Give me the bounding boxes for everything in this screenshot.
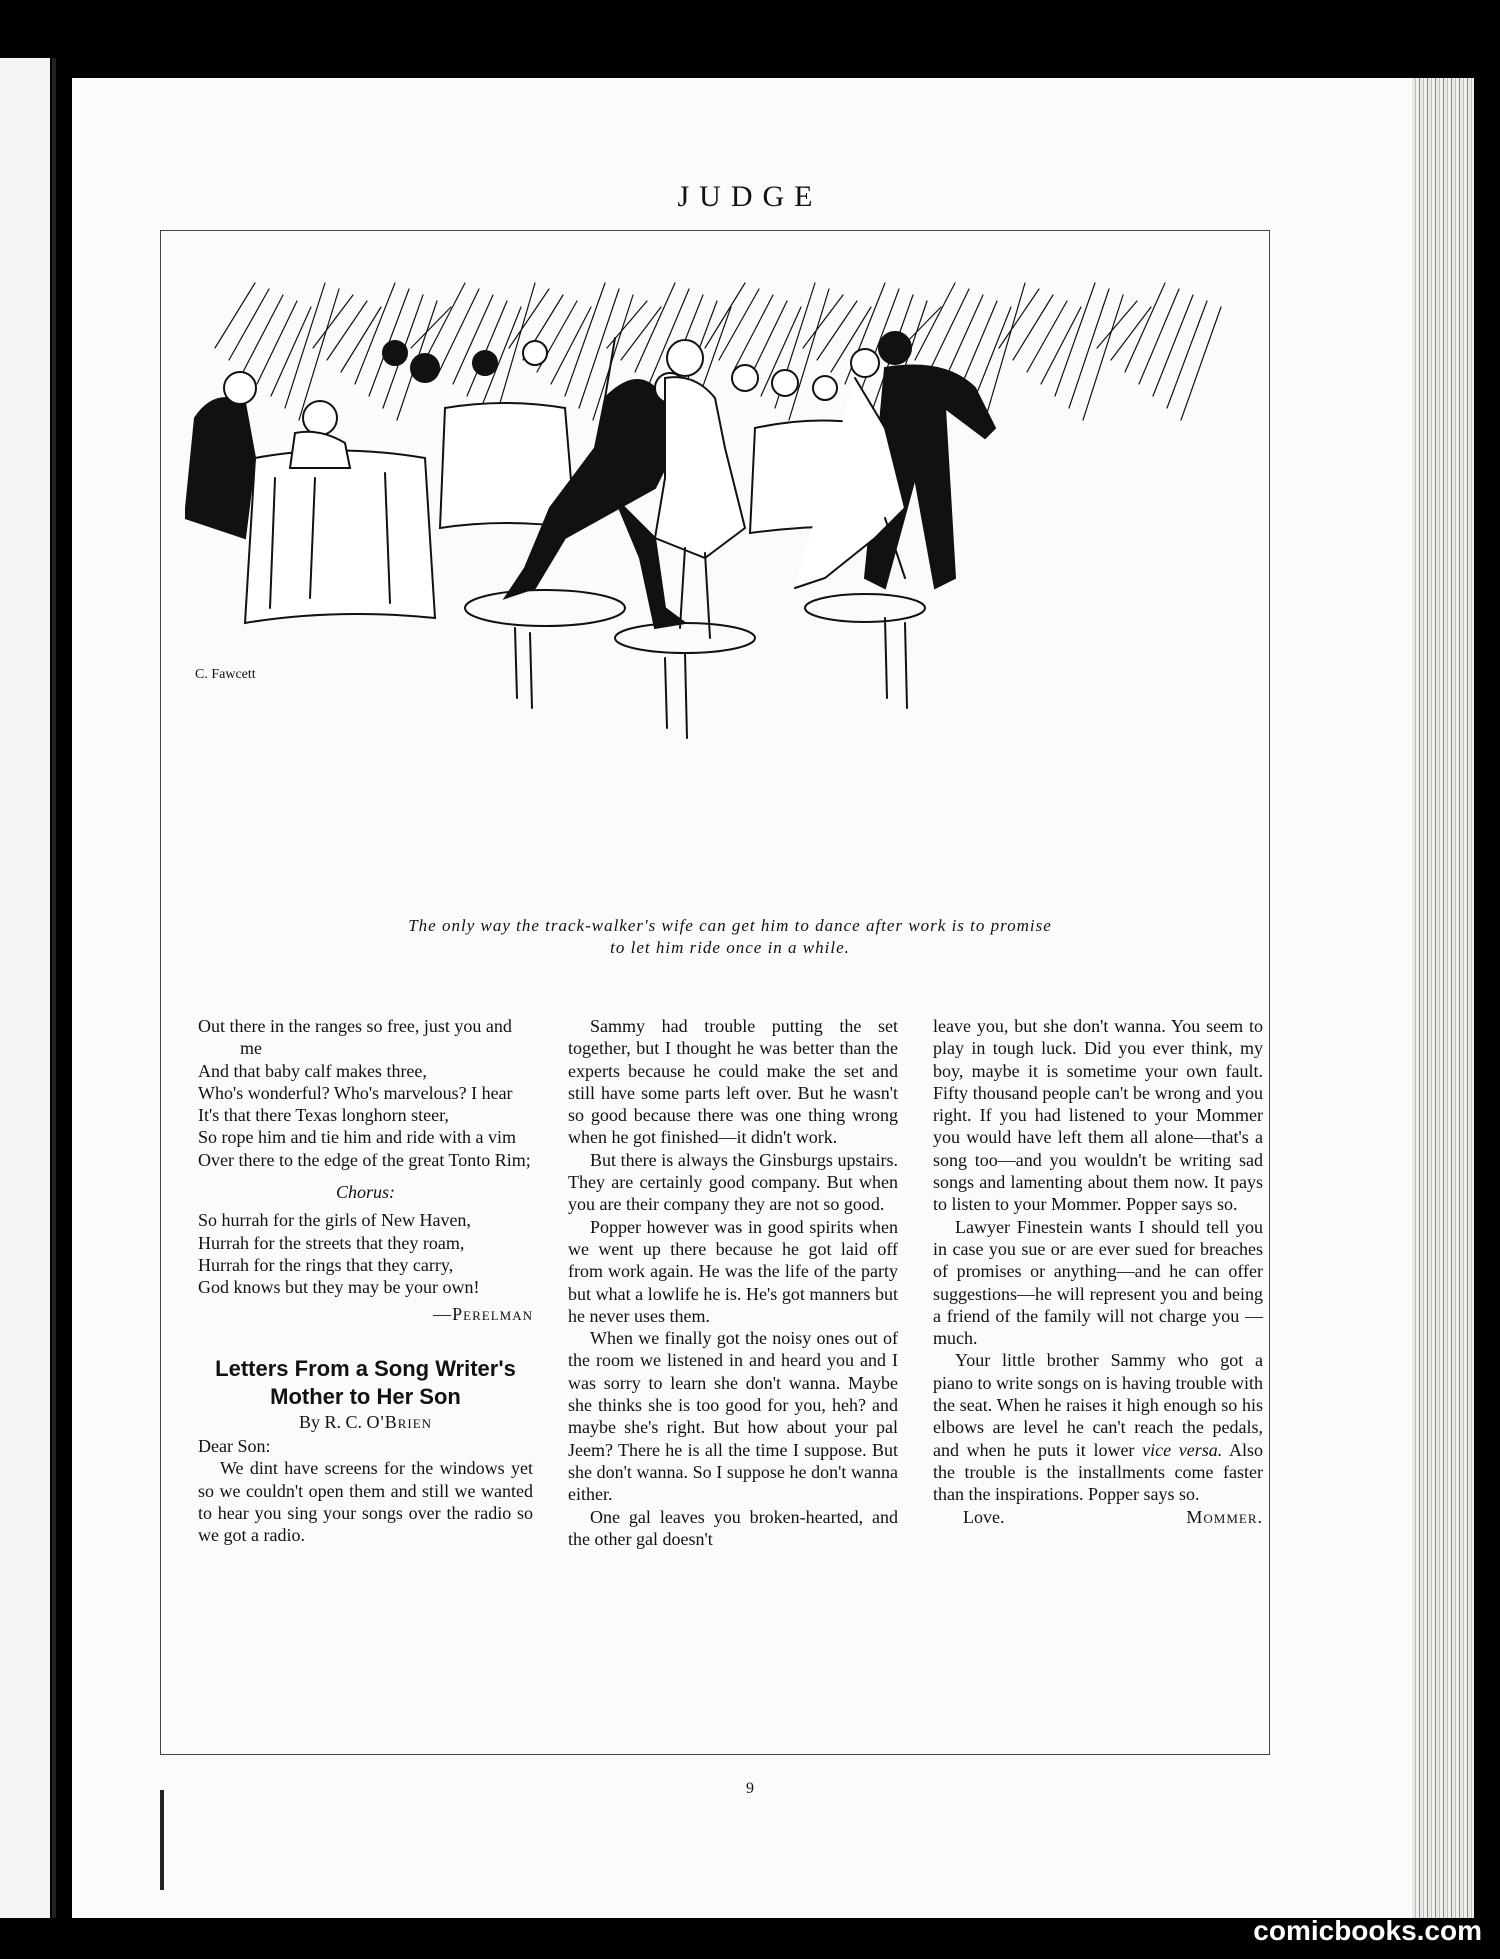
paragraph-text: Also the trouble is the installments come faster than the inspirations. Popper says so. bbox=[933, 1439, 1263, 1505]
poem-line: Over there to the edge of the great Tonto Rim; bbox=[198, 1149, 531, 1170]
closing-word: Love. bbox=[963, 1506, 1005, 1527]
poem-line: Out there in the ranges so free, just you and me bbox=[198, 1016, 512, 1059]
left-page-edge bbox=[0, 58, 50, 1918]
seated-man-left bbox=[185, 398, 255, 538]
cartoon-caption bbox=[280, 915, 1180, 959]
masthead: JUDGE bbox=[677, 180, 823, 213]
seated-woman bbox=[303, 401, 337, 435]
poem-line: So rope him and tie him and ride with a vim bbox=[198, 1127, 516, 1148]
background-hatching bbox=[215, 283, 1221, 420]
paragraph-text: Your little brother Sammy who got a piano to write songs on is having trouble with the seat. When he raises it high enough so his elbows are level he can't reach the pedals, and when he puts it lower bbox=[933, 1350, 1263, 1460]
poem-line: It's that there Texas longhorn steer, bbox=[198, 1105, 449, 1126]
site-watermark: comicbooks.com bbox=[1253, 1915, 1482, 1946]
column-1 bbox=[198, 1015, 533, 1547]
byline-name: O'Brien bbox=[366, 1411, 433, 1432]
letter-paragraph: Lawyer Finestein wants I should tell you in case you sue or are ever sued for breaches of promises or anything—and he can offer suggestions—he will represent you and being a friend of the family will not charge you —much. bbox=[933, 1216, 1263, 1349]
letter-paragraph: Popper however was in good spirits when we went up there because he got laid off from work again. He was the life of the party but what a lowlife he is. He's got manners but he never uses them. bbox=[568, 1216, 898, 1326]
letter-paragraph: One gal leaves you broken-hearted, and the other gal doesn't bbox=[568, 1506, 898, 1549]
dance-cartoon-illustration bbox=[185, 278, 1245, 908]
poem-line: Who's wonderful? Who's marvelous? I hear bbox=[198, 1082, 513, 1103]
letter-paragraph bbox=[933, 1349, 1263, 1505]
chorus-line: Hurrah for the rings that they carry, bbox=[198, 1254, 454, 1275]
letter-paragraph: But there is always the Ginsburgs upstairs. They are certainly good company. But when you are their company they are not so good. bbox=[568, 1149, 898, 1215]
poem-line: And that baby calf makes three, bbox=[198, 1060, 427, 1081]
article-byline bbox=[198, 1411, 533, 1433]
artist-signature: C. Fawcett bbox=[195, 667, 256, 682]
letter-paragraph: We dint have screens for the windows yet so we couldn't open them and still we wanted to hear you sing your songs over the radio so we got a radio. bbox=[198, 1458, 533, 1546]
poem bbox=[198, 1015, 533, 1325]
poem-signature: —Perelman bbox=[433, 1303, 533, 1324]
caption-line-2: to let him ride once in a while. bbox=[610, 938, 850, 957]
chorus-label: Chorus: bbox=[335, 1182, 395, 1203]
page-number: 9 bbox=[746, 1780, 754, 1797]
letter-paragraph: leave you, but she don't wanna. You seem to play in tough luck. Did you ever think, my boy, maybe it is sometime your own fault. Fifty thousand people can't be wrong and you right. If you had listened to your Mommer you would have left them all alone—that's a song too—and you wouldn't be writing sad songs and lamenting about them now. It pays to listen to your Mommer. Popper says so. bbox=[933, 1016, 1263, 1215]
letter-signature: Mommer. bbox=[1186, 1506, 1263, 1527]
caption-line-1: The only way the track-walker's wife can get him to dance after work is to promise bbox=[408, 916, 1052, 935]
column-3 bbox=[933, 1015, 1263, 1528]
column-2 bbox=[568, 1015, 898, 1550]
chorus-line: So hurrah for the girls of New Haven, bbox=[198, 1210, 471, 1231]
page-stack-edges bbox=[1412, 78, 1474, 1918]
letter-paragraph: Sammy had trouble putting the set together, but I thought he was better than the experts because he could make the set and still have some parts left over. But he wasn't so good because there was one thing wrong when he got finished—it didn't work. bbox=[568, 1016, 898, 1148]
article-title: Letters From a Song Writer's Mother to Her Son bbox=[215, 1355, 516, 1409]
book-gutter bbox=[52, 58, 56, 1918]
page-margin-mark bbox=[160, 1790, 164, 1890]
byline-prefix: By R. C. bbox=[298, 1411, 367, 1432]
chorus-line: Hurrah for the streets that they roam, bbox=[198, 1232, 465, 1253]
italic-phrase: vice versa. bbox=[1142, 1439, 1223, 1460]
letter-closing bbox=[933, 1506, 1263, 1528]
chorus-line: God knows but they may be your own! bbox=[198, 1277, 480, 1298]
letter-salutation: Dear Son: bbox=[198, 1436, 271, 1457]
letter-paragraph: When we finally got the noisy ones out of the room we listened in and heard you and I was sorry to learn she don't wanna. Maybe she thinks she is too good for you, heh? and maybe she's right. But how about your pal Jeem? There he is all the time I suppose. But she don't wanna. So I suppose he don't wanna either. bbox=[568, 1328, 898, 1505]
